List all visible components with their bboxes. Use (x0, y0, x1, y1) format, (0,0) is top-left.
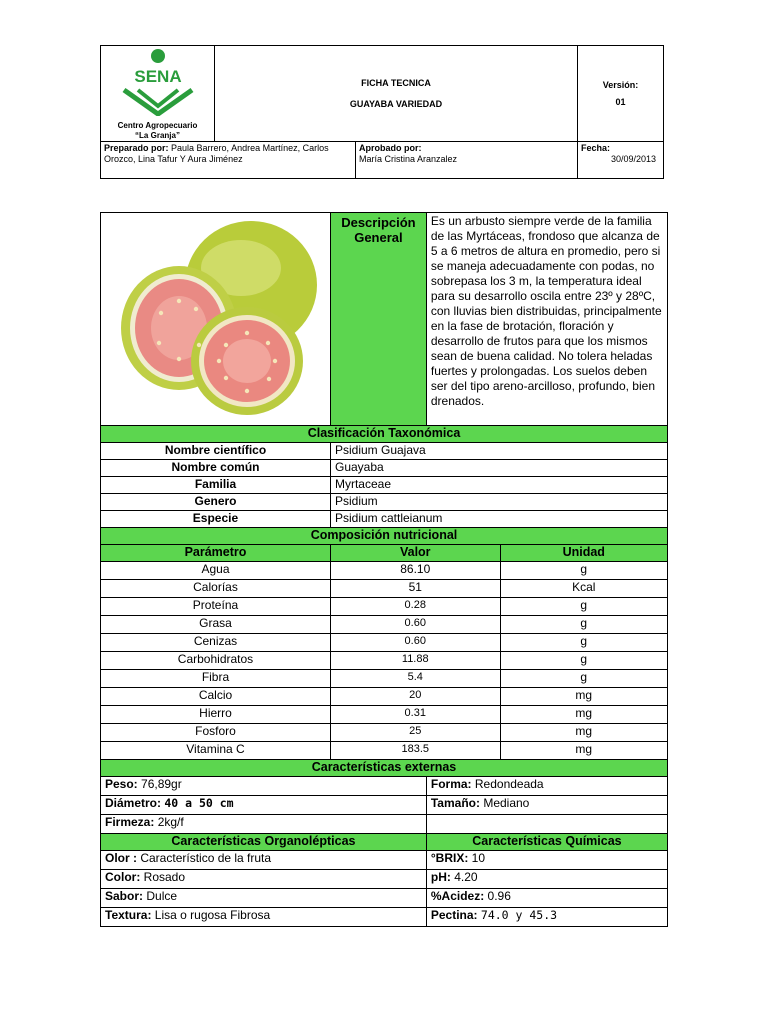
description-label: Descripción General (330, 213, 426, 426)
tamano-cell (426, 796, 667, 815)
organoleptic-value: Rosado (143, 870, 186, 884)
firmeza-value: 2kg/f (157, 815, 184, 829)
nutrition-row (101, 580, 668, 598)
organoleptic-label: Olor : (105, 851, 137, 865)
organoleptic-row (101, 889, 427, 908)
nutrition-value: 51 (330, 580, 500, 598)
date-value: 30/09/2013 (610, 154, 656, 164)
taxonomy-label: Nombre común (101, 460, 331, 477)
taxonomy-value: Psidium cattleianum (330, 511, 667, 528)
nutrition-param: Vitamina C (101, 742, 331, 760)
chemical-row (426, 870, 667, 889)
nutrition-unit: mg (500, 706, 667, 724)
main-table (100, 212, 668, 927)
taxonomy-row (101, 494, 668, 511)
date-cell (578, 142, 664, 179)
taxonomy-row (101, 460, 668, 477)
tamano-value: Mediano (483, 796, 530, 810)
approved-cell (356, 142, 578, 179)
nutrition-param: Calcio (101, 688, 331, 706)
nutrition-param: Fosforo (101, 724, 331, 742)
header-table (100, 45, 664, 179)
description-text: Es un arbusto siempre verde de la familia de las Myrtáceas, frondoso que alcanza de 5 a 6 metros de altura en promedio, pero si se maneja adecuadamente con podas, no sobrepasa los 3 m, la temperatura ideal para su desarrollo oscila entre 23º y 28ºC, con lluvias bien distribuidas, principalmente en la fase de brotación, floración y desarrollo de frutos para que los mismos sean de buena calidad. No tolera heladas fuertes y prolongadas. Los suelos deben ser del tipo areno-arcilloso, profundo, bien drenados. (426, 213, 667, 426)
chemical-label: pH: (430, 870, 451, 884)
organoleptic-value: Característico de la fruta (140, 851, 272, 865)
chemical-title: Características Químicas (426, 834, 667, 851)
guava-image (101, 213, 329, 421)
guava-image-cell (101, 213, 331, 426)
prepared-label: Preparado por: (104, 143, 169, 153)
organoleptic-row (101, 870, 427, 889)
forma-value: Redondeada (474, 777, 544, 791)
nutrition-row (101, 634, 668, 652)
diametro-label: Diámetro: (105, 796, 162, 810)
organoleptic-label: Textura: (105, 908, 152, 922)
chemical-value: 4.20 (454, 870, 478, 884)
taxonomy-label: Nombre científico (101, 443, 331, 460)
taxonomy-label: Genero (101, 494, 331, 511)
nutrition-row (101, 670, 668, 688)
taxonomy-value: Psidium (330, 494, 667, 511)
organoleptic-value: Dulce (146, 889, 178, 903)
approved-label: Aprobado por: (359, 143, 422, 153)
firmeza-cell (101, 815, 427, 834)
peso-value: 76,89gr (141, 777, 182, 791)
taxonomy-label: Familia (101, 477, 331, 494)
svg-text:SENA: SENA (133, 67, 182, 86)
chemical-row (426, 908, 667, 927)
organoleptic-row (101, 851, 427, 870)
nutrition-header-param: Parámetro (101, 545, 331, 562)
nutrition-row (101, 706, 668, 724)
firmeza-label: Firmeza: (105, 815, 155, 829)
prepared-cell (101, 142, 356, 179)
taxonomy-label: Especie (101, 511, 331, 528)
taxonomy-title: Clasificación Taxonómica (101, 426, 668, 443)
nutrition-unit: mg (500, 742, 667, 760)
organoleptic-label: Sabor: (105, 889, 144, 903)
approved-value: María Cristina Aranzalez (359, 154, 458, 164)
taxonomy-value: Guayaba (330, 460, 667, 477)
sena-logo-icon (118, 48, 198, 116)
chemical-label: Pectina: (430, 908, 478, 922)
nutrition-row (101, 688, 668, 706)
organoleptic-label: Color: (105, 870, 141, 884)
nutrition-header-value: Valor (330, 545, 500, 562)
nutrition-row (101, 724, 668, 742)
forma-label: Forma: (430, 777, 472, 791)
nutrition-value: 0.28 (330, 598, 500, 616)
title-line1: FICHA TECNICA (361, 77, 431, 88)
chemical-value: 74.0 y 45.3 (480, 908, 558, 922)
nutrition-value: 0.60 (330, 634, 500, 652)
prepared-value: Paula Barrero, Andrea Martínez, Carlos Orozco, Lina Tafur Y Aura Jiménez (104, 143, 329, 164)
organoleptic-row (101, 908, 427, 927)
version (578, 46, 664, 142)
logo-cell (101, 46, 215, 142)
nutrition-unit: g (500, 652, 667, 670)
nutrition-row (101, 652, 668, 670)
diametro-cell (101, 796, 427, 815)
empty-cell (426, 815, 667, 834)
forma-cell (426, 777, 667, 796)
version-label: Versión: (602, 79, 639, 90)
nutrition-value: 25 (330, 724, 500, 742)
logo-sub-line2: “La Granja” (135, 131, 180, 140)
nutrition-param: Cenizas (101, 634, 331, 652)
peso-label: Peso: (105, 777, 138, 791)
external-title: Características externas (101, 760, 668, 777)
nutrition-param: Calorías (101, 580, 331, 598)
nutrition-param: Hierro (101, 706, 331, 724)
nutrition-unit: Kcal (500, 580, 667, 598)
diametro-value: 40 a 50 cm (164, 796, 234, 810)
taxonomy-value: Psidium Guajava (330, 443, 667, 460)
nutrition-row (101, 562, 668, 580)
taxonomy-row (101, 443, 668, 460)
chemical-label: %Acidez: (430, 889, 485, 903)
organoleptic-value: Lisa o rugosa Fibrosa (154, 908, 271, 922)
organoleptic-title: Características Organolépticas (101, 834, 427, 851)
nutrition-unit: mg (500, 688, 667, 706)
chemical-row (426, 851, 667, 870)
version-value: 01 (615, 96, 626, 107)
chemical-value: 0.96 (487, 889, 511, 903)
nutrition-value: 0.31 (330, 706, 500, 724)
logo-subtitle (101, 121, 214, 141)
chemical-label: °BRIX: (430, 851, 469, 865)
nutrition-param: Grasa (101, 616, 331, 634)
nutrition-param: Proteína (101, 598, 331, 616)
nutrition-header-unit: Unidad (500, 545, 667, 562)
nutrition-value: 11.88 (330, 652, 500, 670)
title-line2: GUAYABA VARIEDAD (349, 98, 443, 109)
nutrition-unit: g (500, 616, 667, 634)
nutrition-unit: g (500, 598, 667, 616)
nutrition-param: Agua (101, 562, 331, 580)
chemical-value: 10 (471, 851, 486, 865)
nutrition-value: 20 (330, 688, 500, 706)
nutrition-param: Carbohidratos (101, 652, 331, 670)
date-label: Fecha: (581, 143, 611, 153)
nutrition-row (101, 616, 668, 634)
nutrition-row (101, 598, 668, 616)
tamano-label: Tamaño: (430, 796, 480, 810)
nutrition-unit: g (500, 562, 667, 580)
nutrition-value: 86.10 (330, 562, 500, 580)
nutrition-row (101, 742, 668, 760)
logo-sub-line1: Centro Agropecuario (117, 121, 198, 130)
nutrition-value: 0.60 (330, 616, 500, 634)
nutrition-unit: g (500, 670, 667, 688)
chemical-row (426, 889, 667, 908)
taxonomy-row (101, 477, 668, 494)
nutrition-value: 183.5 (330, 742, 500, 760)
nutrition-unit: g (500, 634, 667, 652)
peso-cell (101, 777, 427, 796)
doc-title (215, 46, 578, 142)
nutrition-title: Composición nutricional (101, 528, 668, 545)
nutrition-param: Fibra (101, 670, 331, 688)
taxonomy-row (101, 511, 668, 528)
nutrition-value: 5.4 (330, 670, 500, 688)
taxonomy-value: Myrtaceae (330, 477, 667, 494)
nutrition-unit: mg (500, 724, 667, 742)
